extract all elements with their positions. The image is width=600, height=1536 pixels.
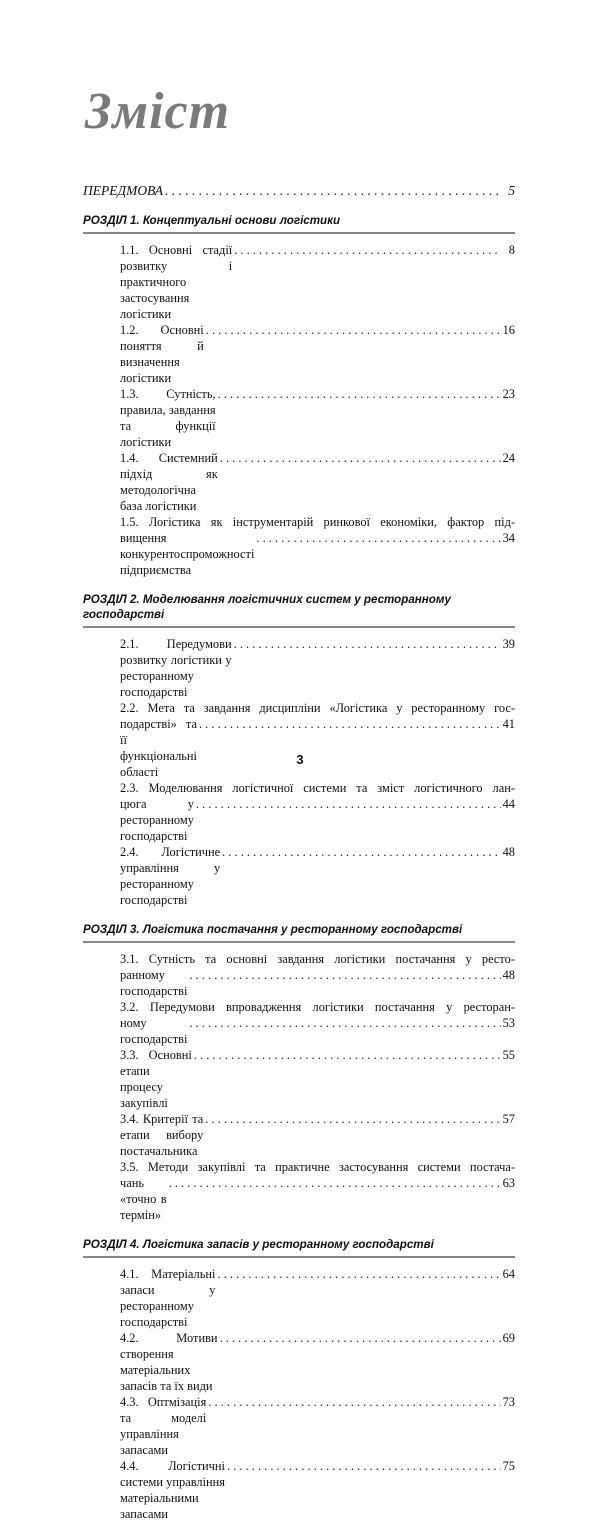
toc-entry-line: 1.5. Логістика як інструментарій ринкової економіки, фактор під- [120,515,515,529]
page-number: 3 [296,752,304,767]
toc-entry[interactable] [120,700,515,780]
toc-entry[interactable] [120,844,515,908]
toc-entry[interactable] [120,322,515,386]
leader-dots [167,1175,501,1191]
toc-entry-title: чань «точно в термін» [120,1176,167,1222]
toc-entry-title: ному господарстві [120,1016,188,1046]
toc-entry[interactable] [120,1111,515,1159]
toc-page-number: 53 [502,1016,515,1030]
toc-entry-last-line [120,844,515,908]
toc-entry-last-line [120,1047,515,1111]
toc-entry-last-line [120,242,515,322]
toc-preface-entry[interactable] [83,183,515,199]
toc-entry-title: подарстві» та її функціональні області [120,717,197,779]
section-heading[interactable]: РОЗДІЛ 3. Логістика постачання у ресторанному господарстві [83,922,515,943]
toc-entry-title: 1.1. Основні стадії розвитку і практичного застосування логістики [120,243,233,321]
leader-dots [220,844,501,860]
toc-page-number: 8 [508,243,515,257]
leader-dots [194,796,501,812]
toc-entry[interactable] [120,780,515,844]
toc-entry-last-line [120,716,515,780]
toc-page-number: 24 [502,451,515,465]
toc-page-number: 69 [502,1331,515,1345]
toc-page-number: 57 [502,1112,515,1126]
toc-entry[interactable] [120,450,515,514]
toc-sections [83,213,515,1522]
toc-entry-title: 4.1. Матеріальні запаси у ресторанному господарстві [120,1267,216,1329]
toc-entry[interactable] [120,1458,515,1522]
toc-entry-last-line [120,450,515,514]
toc-entry-line: 2.3. Моделювання логістичної системи та зміст логістичного лан- [120,781,515,795]
leader-dots [216,386,501,402]
toc-entry[interactable] [120,1394,515,1458]
leader-dots [215,1266,501,1282]
toc-entry-last-line [120,386,515,450]
toc-entry-title: 3.4. Критерії та етапи вибору постачальника [120,1112,204,1158]
toc-entry-last-line [120,1175,515,1223]
toc-entry-title: 2.4. Логістичне управління у ресторанному господарстві [120,845,221,907]
section-items [83,1266,515,1522]
section-items [83,242,515,578]
toc-entry-title: 1.3. Сутність, правила, завдання та функції логістики [120,387,216,449]
toc-entry-title: ПЕРЕДМОВА [83,183,164,198]
leader-dots [254,530,501,546]
toc-entry-title: 4.3. Оптмізація та моделі управління запасами [120,1395,207,1457]
toc-section [83,1237,515,1522]
table-of-contents [83,183,515,1536]
toc-entry-title: ранному господарстві [120,968,188,998]
toc-entry-title: цюга у ресторанному господарстві [120,797,194,843]
toc-entry-last-line [120,1458,515,1522]
section-heading[interactable]: РОЗДІЛ 1. Концептуальні основи логістики [83,213,515,234]
toc-entry-last-line [120,1111,515,1159]
toc-page-number: 75 [502,1459,515,1473]
toc-entry-title: 1.4. Системний підхід як методологічна база логістики [120,451,218,513]
toc-entry-line: 2.2. Мета та завдання дисципліни «Логістика у ресторанному гос- [120,701,515,715]
section-heading[interactable]: РОЗДІЛ 2. Моделювання логістичних систем у ресторанному господарстві [83,592,515,628]
toc-page-number: 44 [502,797,515,811]
toc-page-number: 16 [502,323,515,337]
page-title: Зміст [85,83,231,140]
toc-page-number: 73 [502,1395,515,1409]
leader-dots [203,1111,501,1127]
toc-entry-line: 3.2. Передумови впровадження логістики постачання у ресторан- [120,1000,515,1014]
section-items [83,951,515,1223]
toc-entry-title: 2.1. Передумови розвитку логістики у ресторанному господарстві [120,637,232,699]
leader-dots [204,322,501,338]
toc-page-number: 55 [502,1048,515,1062]
toc-entry-last-line [120,636,515,700]
toc-page-number: 48 [502,968,515,982]
toc-entry-last-line [120,1330,515,1394]
toc-entry-title: 4.2. Мотиви створення матеріальних запасів та їх види [120,1331,218,1393]
toc-page-number: 23 [502,387,515,401]
leader-dots [206,1394,501,1410]
toc-entry-last-line [120,530,515,578]
section-items [83,636,515,908]
toc-entry-title: 1.2. Основні поняття й визначення логістики [120,323,204,385]
toc-page-number: 48 [502,845,515,859]
toc-entry-last-line [120,1266,515,1330]
toc-section [83,213,515,578]
leader-dots [218,1330,501,1346]
toc-entry-last-line [120,1015,515,1047]
leader-dots [192,1047,501,1063]
leader-dots [232,636,501,652]
toc-entry[interactable] [120,1266,515,1330]
leader-dots [187,967,501,983]
toc-page-number: 64 [502,1267,515,1281]
toc-entry-last-line [120,1394,515,1458]
toc-entry[interactable] [120,636,515,700]
leader-dots [232,242,501,258]
toc-entry-last-line [120,967,515,999]
toc-page-number: 63 [502,1176,515,1190]
toc-entry[interactable] [120,242,515,322]
leader-dots [163,183,501,199]
toc-page-number: 5 [508,183,515,198]
toc-entry[interactable] [120,386,515,450]
toc-entry-title: вищення конкурентоспроможності підприємства [120,531,255,577]
leader-dots [187,1015,501,1031]
toc-page-number: 34 [502,531,515,545]
section-heading[interactable]: РОЗДІЛ 4. Логістика запасів у ресторанному господарстві [83,1237,515,1258]
toc-entry[interactable] [120,999,515,1047]
toc-entry[interactable] [120,1330,515,1394]
toc-entry[interactable] [120,951,515,999]
toc-entry-title: 3.3. Основні етапи процесу закупівлі [120,1048,192,1110]
toc-entry-title: 4.4. Логістичні системи управління матеріальними запасами [120,1459,225,1521]
toc-page-number: 39 [502,637,515,651]
toc-entry-last-line [120,796,515,844]
toc-section [83,922,515,1223]
toc-entry-line: 3.5. Методи закупівлі та практичне застосування системи постача- [120,1160,515,1174]
toc-entry[interactable] [120,514,515,578]
toc-entry[interactable] [120,1047,515,1111]
leader-dots [197,716,501,732]
toc-section [83,592,515,908]
leader-dots [225,1458,501,1474]
toc-entry-last-line [120,322,515,386]
toc-page-number: 41 [502,717,515,731]
toc-entry-line: 3.1. Сутність та основні завдання логістики постачання у ресто- [120,952,515,966]
toc-entry[interactable] [120,1159,515,1223]
leader-dots [218,450,501,466]
